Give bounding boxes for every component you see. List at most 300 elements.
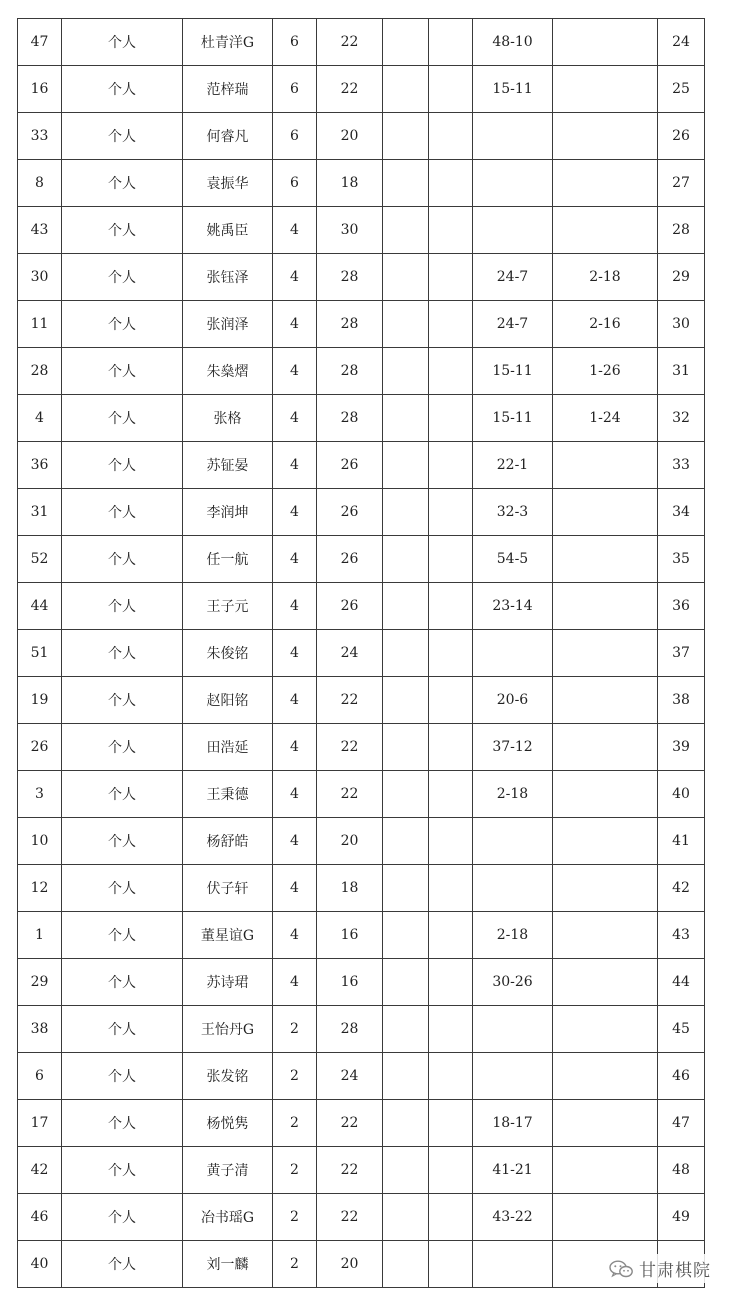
cell-rank: 38 <box>658 677 705 724</box>
cell-detail-a: 37-12 <box>473 724 553 771</box>
cell-entry-type: 个人 <box>62 912 183 959</box>
cell-tiebreak: 22 <box>317 1194 383 1241</box>
cell-tiebreak: 20 <box>317 818 383 865</box>
cell-tiebreak: 22 <box>317 771 383 818</box>
cell-entry-type: 个人 <box>62 1194 183 1241</box>
cell-detail-a <box>473 1053 553 1100</box>
cell-name: 任一航 <box>183 536 273 583</box>
cell-detail-b: 2-16 <box>553 301 658 348</box>
cell-name: 何睿凡 <box>183 113 273 160</box>
cell-entry-type: 个人 <box>62 959 183 1006</box>
cell-entry-type: 个人 <box>62 489 183 536</box>
cell-tiebreak: 18 <box>317 160 383 207</box>
cell-score: 4 <box>273 583 317 630</box>
cell-name: 苏诗珺 <box>183 959 273 1006</box>
cell-tiebreak: 30 <box>317 207 383 254</box>
cell-detail-b: 2-18 <box>553 254 658 301</box>
cell-blank-b <box>429 113 473 160</box>
cell-rank: 41 <box>658 818 705 865</box>
table-row <box>18 1006 705 1053</box>
cell-blank-b <box>429 301 473 348</box>
cell-rank: 32 <box>658 395 705 442</box>
cell-tiebreak: 28 <box>317 1006 383 1053</box>
cell-blank-a <box>383 677 429 724</box>
cell-blank-b <box>429 1100 473 1147</box>
cell-rank: 49 <box>658 1194 705 1241</box>
cell-seed-no: 43 <box>18 207 62 254</box>
cell-name: 朱俊铭 <box>183 630 273 677</box>
cell-tiebreak: 22 <box>317 19 383 66</box>
cell-tiebreak: 24 <box>317 1053 383 1100</box>
cell-detail-a: 48-10 <box>473 19 553 66</box>
cell-rank: 39 <box>658 724 705 771</box>
cell-name: 李润坤 <box>183 489 273 536</box>
cell-seed-no: 52 <box>18 536 62 583</box>
cell-tiebreak: 22 <box>317 1147 383 1194</box>
cell-rank: 46 <box>658 1053 705 1100</box>
cell-seed-no: 47 <box>18 19 62 66</box>
cell-entry-type: 个人 <box>62 301 183 348</box>
cell-detail-b <box>553 771 658 818</box>
cell-tiebreak: 20 <box>317 1241 383 1288</box>
table-row <box>18 583 705 630</box>
cell-detail-b <box>553 630 658 677</box>
cell-seed-no: 1 <box>18 912 62 959</box>
cell-name: 朱燊熠 <box>183 348 273 395</box>
watermark <box>605 1254 715 1283</box>
cell-tiebreak: 26 <box>317 489 383 536</box>
cell-detail-b <box>553 818 658 865</box>
cell-score: 6 <box>273 19 317 66</box>
cell-detail-b <box>553 724 658 771</box>
cell-detail-b <box>553 66 658 113</box>
table-row <box>18 395 705 442</box>
table-row <box>18 489 705 536</box>
cell-detail-a: 15-11 <box>473 395 553 442</box>
cell-blank-b <box>429 489 473 536</box>
watermark-text: 甘肃棋院 <box>639 1261 711 1281</box>
cell-detail-b <box>553 536 658 583</box>
cell-entry-type: 个人 <box>62 160 183 207</box>
cell-blank-a <box>383 66 429 113</box>
cell-detail-b <box>553 1053 658 1100</box>
cell-seed-no: 51 <box>18 630 62 677</box>
cell-tiebreak: 22 <box>317 724 383 771</box>
cell-seed-no: 16 <box>18 66 62 113</box>
cell-tiebreak: 16 <box>317 912 383 959</box>
cell-seed-no: 3 <box>18 771 62 818</box>
cell-name: 王秉德 <box>183 771 273 818</box>
cell-blank-b <box>429 1241 473 1288</box>
cell-seed-no: 31 <box>18 489 62 536</box>
table-row <box>18 1241 705 1288</box>
cell-entry-type: 个人 <box>62 818 183 865</box>
cell-name: 张钰泽 <box>183 254 273 301</box>
cell-entry-type: 个人 <box>62 677 183 724</box>
cell-seed-no: 10 <box>18 818 62 865</box>
cell-blank-b <box>429 724 473 771</box>
cell-name: 赵阳铭 <box>183 677 273 724</box>
cell-score: 4 <box>273 207 317 254</box>
cell-blank-a <box>383 630 429 677</box>
cell-name: 董星谊G <box>183 912 273 959</box>
cell-score: 2 <box>273 1006 317 1053</box>
cell-detail-b <box>553 959 658 1006</box>
cell-name: 张格 <box>183 395 273 442</box>
table-row <box>18 724 705 771</box>
cell-score: 4 <box>273 348 317 395</box>
cell-tiebreak: 28 <box>317 348 383 395</box>
cell-score: 4 <box>273 771 317 818</box>
cell-detail-a <box>473 1006 553 1053</box>
cell-score: 4 <box>273 536 317 583</box>
cell-entry-type: 个人 <box>62 1100 183 1147</box>
cell-rank: 40 <box>658 771 705 818</box>
cell-blank-a <box>383 207 429 254</box>
cell-detail-a <box>473 1241 553 1288</box>
cell-name: 苏钲晏 <box>183 442 273 489</box>
cell-blank-a <box>383 1006 429 1053</box>
cell-tiebreak: 18 <box>317 865 383 912</box>
cell-blank-b <box>429 583 473 630</box>
cell-detail-a <box>473 630 553 677</box>
cell-detail-b: 1-26 <box>553 348 658 395</box>
cell-name: 张发铭 <box>183 1053 273 1100</box>
cell-blank-b <box>429 19 473 66</box>
cell-score: 4 <box>273 818 317 865</box>
cell-entry-type: 个人 <box>62 865 183 912</box>
cell-name: 王怡丹G <box>183 1006 273 1053</box>
cell-rank: 45 <box>658 1006 705 1053</box>
cell-blank-b <box>429 207 473 254</box>
cell-blank-a <box>383 583 429 630</box>
cell-score: 4 <box>273 959 317 1006</box>
cell-rank: 37 <box>658 630 705 677</box>
cell-seed-no: 40 <box>18 1241 62 1288</box>
cell-detail-b <box>553 583 658 630</box>
cell-blank-b <box>429 348 473 395</box>
cell-blank-a <box>383 1053 429 1100</box>
cell-blank-b <box>429 1006 473 1053</box>
cell-blank-b <box>429 771 473 818</box>
cell-rank: 27 <box>658 160 705 207</box>
cell-seed-no: 6 <box>18 1053 62 1100</box>
cell-score: 6 <box>273 113 317 160</box>
cell-detail-b <box>553 677 658 724</box>
cell-blank-b <box>429 912 473 959</box>
cell-rank: 42 <box>658 865 705 912</box>
cell-detail-a: 18-17 <box>473 1100 553 1147</box>
cell-blank-a <box>383 1147 429 1194</box>
cell-blank-a <box>383 348 429 395</box>
cell-seed-no: 30 <box>18 254 62 301</box>
cell-blank-a <box>383 19 429 66</box>
cell-tiebreak: 22 <box>317 1100 383 1147</box>
cell-seed-no: 38 <box>18 1006 62 1053</box>
cell-entry-type: 个人 <box>62 1241 183 1288</box>
cell-seed-no: 42 <box>18 1147 62 1194</box>
cell-seed-no: 26 <box>18 724 62 771</box>
cell-seed-no: 8 <box>18 160 62 207</box>
cell-blank-a <box>383 489 429 536</box>
cell-blank-b <box>429 536 473 583</box>
cell-detail-b <box>553 1100 658 1147</box>
cell-blank-b <box>429 254 473 301</box>
cell-detail-b <box>553 160 658 207</box>
cell-rank: 43 <box>658 912 705 959</box>
cell-rank: 30 <box>658 301 705 348</box>
cell-detail-a: 20-6 <box>473 677 553 724</box>
cell-name: 伏子轩 <box>183 865 273 912</box>
cell-blank-b <box>429 395 473 442</box>
cell-entry-type: 个人 <box>62 583 183 630</box>
cell-rank: 47 <box>658 1100 705 1147</box>
cell-blank-a <box>383 1100 429 1147</box>
cell-rank: 33 <box>658 442 705 489</box>
cell-blank-a <box>383 959 429 1006</box>
cell-detail-b <box>553 113 658 160</box>
cell-tiebreak: 24 <box>317 630 383 677</box>
cell-blank-a <box>383 771 429 818</box>
cell-detail-a <box>473 113 553 160</box>
cell-blank-a <box>383 1194 429 1241</box>
cell-seed-no: 44 <box>18 583 62 630</box>
cell-rank: 35 <box>658 536 705 583</box>
cell-tiebreak: 22 <box>317 677 383 724</box>
cell-entry-type: 个人 <box>62 442 183 489</box>
table-row <box>18 66 705 113</box>
table-row <box>18 348 705 395</box>
cell-blank-a <box>383 301 429 348</box>
cell-entry-type: 个人 <box>62 113 183 160</box>
cell-name: 张润泽 <box>183 301 273 348</box>
cell-score: 4 <box>273 442 317 489</box>
table-row <box>18 442 705 489</box>
cell-detail-a <box>473 207 553 254</box>
cell-score: 4 <box>273 489 317 536</box>
cell-rank: 28 <box>658 207 705 254</box>
cell-blank-b <box>429 1053 473 1100</box>
cell-tiebreak: 28 <box>317 301 383 348</box>
cell-detail-b <box>553 489 658 536</box>
cell-name: 姚禹臣 <box>183 207 273 254</box>
cell-entry-type: 个人 <box>62 1147 183 1194</box>
cell-name: 黄子清 <box>183 1147 273 1194</box>
cell-entry-type: 个人 <box>62 630 183 677</box>
cell-entry-type: 个人 <box>62 724 183 771</box>
cell-detail-b <box>553 442 658 489</box>
table-row <box>18 1053 705 1100</box>
cell-seed-no: 19 <box>18 677 62 724</box>
cell-score: 4 <box>273 630 317 677</box>
cell-entry-type: 个人 <box>62 536 183 583</box>
cell-entry-type: 个人 <box>62 19 183 66</box>
cell-seed-no: 33 <box>18 113 62 160</box>
cell-blank-b <box>429 818 473 865</box>
cell-blank-a <box>383 818 429 865</box>
cell-detail-a: 32-3 <box>473 489 553 536</box>
cell-detail-a <box>473 865 553 912</box>
cell-score: 4 <box>273 395 317 442</box>
cell-detail-a: 2-18 <box>473 771 553 818</box>
cell-score: 4 <box>273 724 317 771</box>
cell-blank-b <box>429 442 473 489</box>
results-table <box>17 18 705 1288</box>
cell-score: 4 <box>273 301 317 348</box>
cell-blank-b <box>429 1147 473 1194</box>
cell-blank-b <box>429 160 473 207</box>
cell-detail-b <box>553 1147 658 1194</box>
cell-blank-a <box>383 254 429 301</box>
cell-detail-a <box>473 160 553 207</box>
cell-score: 2 <box>273 1053 317 1100</box>
cell-detail-a: 2-18 <box>473 912 553 959</box>
cell-score: 6 <box>273 66 317 113</box>
cell-name: 田浩延 <box>183 724 273 771</box>
cell-score: 2 <box>273 1194 317 1241</box>
cell-entry-type: 个人 <box>62 395 183 442</box>
cell-rank: 26 <box>658 113 705 160</box>
cell-blank-b <box>429 677 473 724</box>
cell-blank-b <box>429 630 473 677</box>
table-row <box>18 301 705 348</box>
cell-detail-b <box>553 19 658 66</box>
cell-blank-a <box>383 1241 429 1288</box>
cell-detail-b <box>553 1006 658 1053</box>
cell-name: 王子元 <box>183 583 273 630</box>
cell-entry-type: 个人 <box>62 348 183 395</box>
cell-detail-b <box>553 207 658 254</box>
table-row <box>18 207 705 254</box>
cell-score: 4 <box>273 254 317 301</box>
cell-rank: 29 <box>658 254 705 301</box>
cell-detail-a <box>473 818 553 865</box>
table-row <box>18 865 705 912</box>
cell-blank-a <box>383 536 429 583</box>
table-row <box>18 630 705 677</box>
cell-blank-a <box>383 113 429 160</box>
table-row <box>18 113 705 160</box>
cell-blank-a <box>383 442 429 489</box>
cell-entry-type: 个人 <box>62 207 183 254</box>
cell-score: 4 <box>273 677 317 724</box>
cell-blank-b <box>429 959 473 1006</box>
cell-detail-a: 23-14 <box>473 583 553 630</box>
cell-name: 杨舒皓 <box>183 818 273 865</box>
cell-seed-no: 17 <box>18 1100 62 1147</box>
cell-blank-b <box>429 66 473 113</box>
cell-rank: 25 <box>658 66 705 113</box>
cell-detail-a: 54-5 <box>473 536 553 583</box>
table-row <box>18 160 705 207</box>
cell-name: 杜青洋G <box>183 19 273 66</box>
table-row <box>18 771 705 818</box>
cell-name: 袁振华 <box>183 160 273 207</box>
cell-entry-type: 个人 <box>62 771 183 818</box>
cell-detail-b <box>553 912 658 959</box>
cell-name: 刘一麟 <box>183 1241 273 1288</box>
wechat-icon <box>609 1260 633 1278</box>
cell-tiebreak: 28 <box>317 395 383 442</box>
cell-detail-a: 41-21 <box>473 1147 553 1194</box>
cell-name: 冶书瑶G <box>183 1194 273 1241</box>
cell-tiebreak: 26 <box>317 442 383 489</box>
cell-score: 4 <box>273 912 317 959</box>
cell-score: 2 <box>273 1147 317 1194</box>
cell-name: 范梓瑞 <box>183 66 273 113</box>
cell-detail-a: 15-11 <box>473 348 553 395</box>
cell-rank: 44 <box>658 959 705 1006</box>
cell-tiebreak: 16 <box>317 959 383 1006</box>
table-row <box>18 1100 705 1147</box>
cell-blank-a <box>383 865 429 912</box>
cell-name: 杨悦隽 <box>183 1100 273 1147</box>
cell-blank-b <box>429 865 473 912</box>
table-row <box>18 254 705 301</box>
cell-score: 2 <box>273 1100 317 1147</box>
cell-entry-type: 个人 <box>62 1053 183 1100</box>
cell-rank: 24 <box>658 19 705 66</box>
cell-tiebreak: 28 <box>317 254 383 301</box>
cell-detail-b <box>553 865 658 912</box>
cell-score: 2 <box>273 1241 317 1288</box>
cell-rank: 48 <box>658 1147 705 1194</box>
cell-detail-a: 24-7 <box>473 301 553 348</box>
table-row <box>18 912 705 959</box>
cell-detail-a: 24-7 <box>473 254 553 301</box>
cell-blank-a <box>383 912 429 959</box>
cell-seed-no: 29 <box>18 959 62 1006</box>
table-row <box>18 1147 705 1194</box>
table-row <box>18 536 705 583</box>
cell-detail-a: 30-26 <box>473 959 553 1006</box>
cell-rank: 36 <box>658 583 705 630</box>
cell-tiebreak: 26 <box>317 583 383 630</box>
cell-blank-a <box>383 395 429 442</box>
table-row <box>18 677 705 724</box>
cell-entry-type: 个人 <box>62 254 183 301</box>
cell-score: 4 <box>273 865 317 912</box>
table-row <box>18 818 705 865</box>
cell-detail-b: 1-24 <box>553 395 658 442</box>
cell-blank-a <box>383 160 429 207</box>
cell-detail-a: 43-22 <box>473 1194 553 1241</box>
cell-seed-no: 36 <box>18 442 62 489</box>
cell-entry-type: 个人 <box>62 1006 183 1053</box>
cell-rank: 31 <box>658 348 705 395</box>
table-row <box>18 19 705 66</box>
cell-blank-a <box>383 724 429 771</box>
cell-seed-no: 46 <box>18 1194 62 1241</box>
cell-rank: 34 <box>658 489 705 536</box>
cell-seed-no: 4 <box>18 395 62 442</box>
cell-detail-a: 15-11 <box>473 66 553 113</box>
cell-detail-b <box>553 1194 658 1241</box>
cell-score: 6 <box>273 160 317 207</box>
cell-detail-a: 22-1 <box>473 442 553 489</box>
cell-tiebreak: 26 <box>317 536 383 583</box>
cell-tiebreak: 22 <box>317 66 383 113</box>
cell-seed-no: 12 <box>18 865 62 912</box>
cell-entry-type: 个人 <box>62 66 183 113</box>
table-row <box>18 1194 705 1241</box>
cell-seed-no: 11 <box>18 301 62 348</box>
table-body <box>18 19 705 1288</box>
cell-tiebreak: 20 <box>317 113 383 160</box>
cell-blank-b <box>429 1194 473 1241</box>
table-row <box>18 959 705 1006</box>
cell-seed-no: 28 <box>18 348 62 395</box>
